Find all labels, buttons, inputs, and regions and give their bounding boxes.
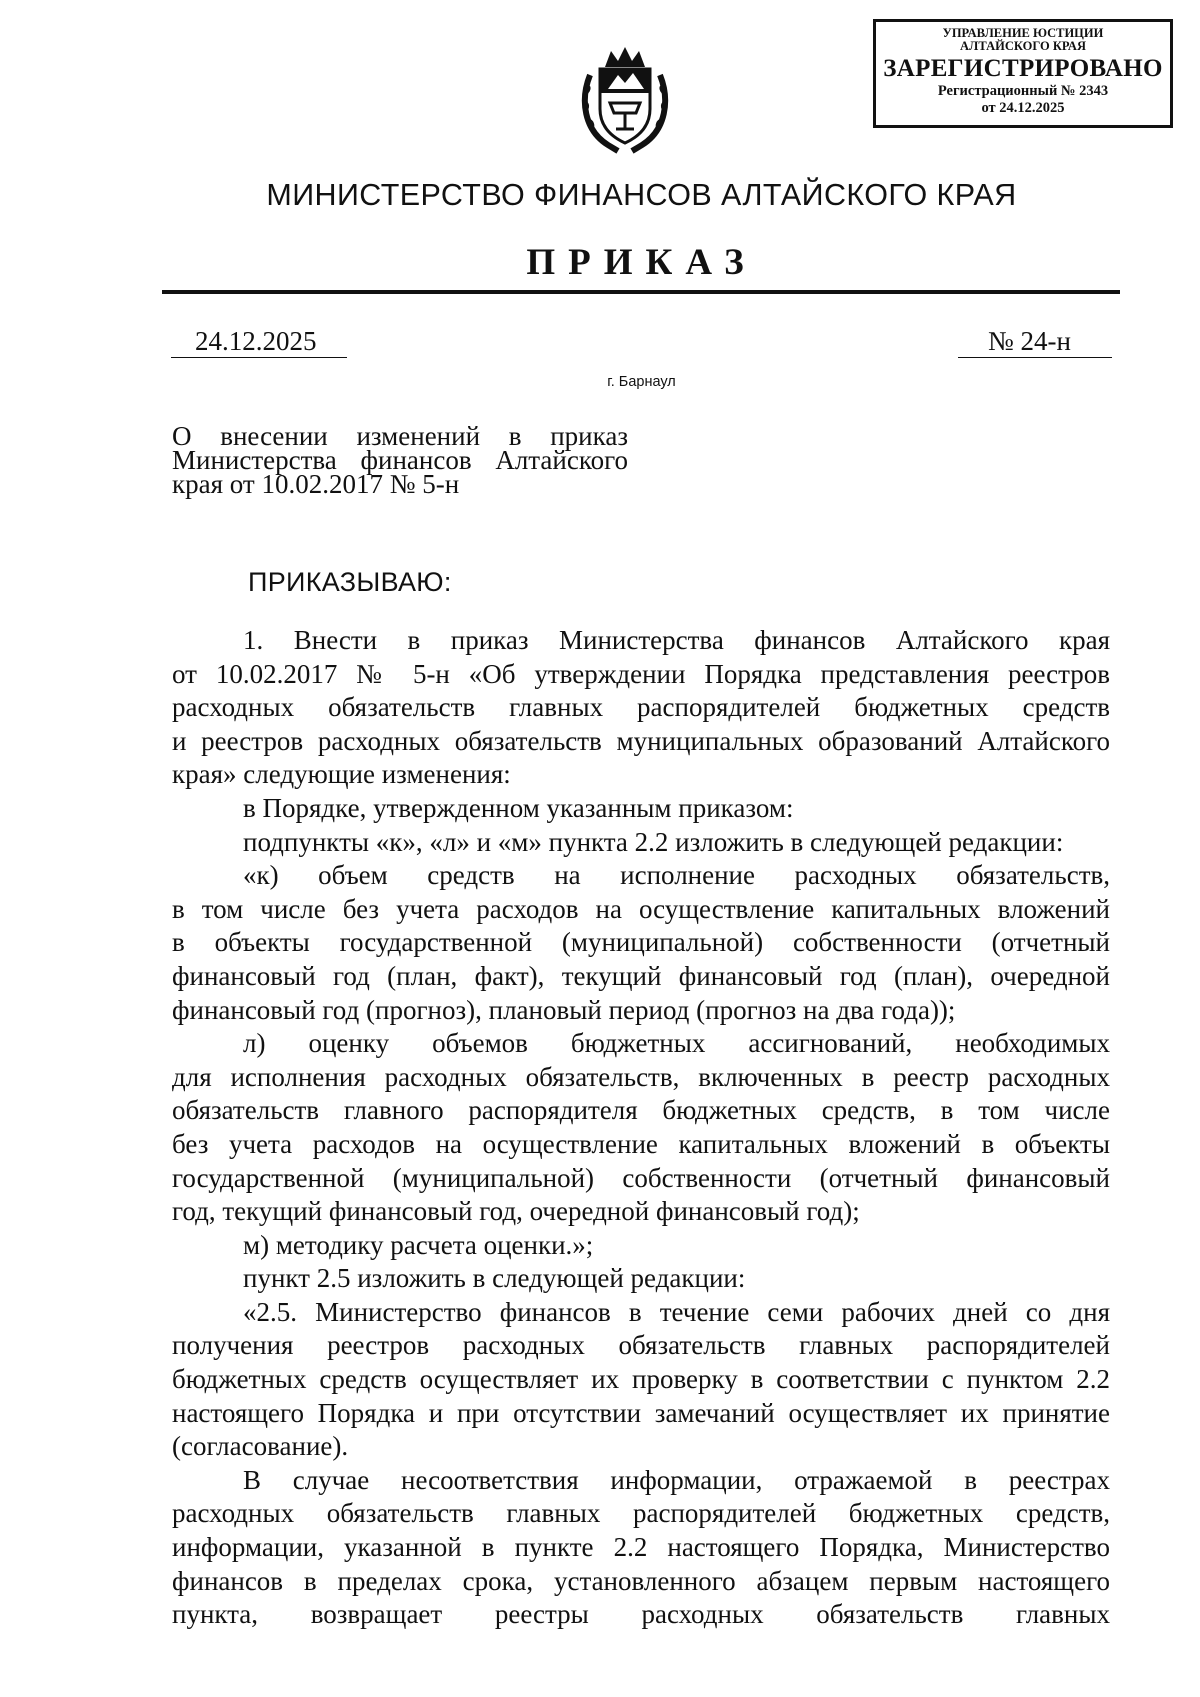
subject-line: края от 10.02.2017 № 5-н <box>172 469 460 499</box>
body-line: финансовый год (план, факт), текущий финансовый год (план), очередной <box>172 960 1110 991</box>
header-divider <box>162 290 1120 294</box>
order-date: 24.12.2025 <box>171 325 347 358</box>
body-line: информации, указанной в пункте 2.2 настоящего Порядка, Министерство <box>172 1532 1110 1563</box>
body-line: м) методику расчета оценки.»; <box>243 1229 594 1260</box>
body-line: пункт 2.5 изложить в следующей редакции: <box>243 1263 746 1294</box>
body-line: подпункты «к», «л» и «м» пункта 2.2 изложить в следующей редакции: <box>243 826 1064 857</box>
body-line: финансов в пределах срока, установленного абзацем первым настоящего <box>172 1565 1110 1596</box>
body-line: 1. Внести в приказ Министерства финансов Алтайского края <box>243 625 1110 655</box>
ministry-name: МИНИСТЕРСТВО ФИНАНСОВ АЛТАЙСКОГО КРАЯ <box>266 178 1017 212</box>
body-line: настоящего Порядка и при отсутствии замечаний осуществляет их принятие <box>172 1397 1110 1428</box>
body-line: «к) объем средств на исполнение расходных обязательств, <box>243 860 1110 891</box>
order-directive: ПРИКАЗЫВАЮ: <box>248 567 452 597</box>
body-line: «2.5. Министерство финансов в течение семи рабочих дней со дня <box>243 1296 1110 1327</box>
altai-krai-coat-of-arms-icon <box>578 45 672 155</box>
body-line: год, текущий финансовый год, очередной финансовый год); <box>172 1196 860 1227</box>
subject-line: О внесении изменений в приказ <box>172 421 628 451</box>
document-type: ПРИКАЗ <box>526 242 757 283</box>
body-line: В случае несоответствия информации, отражаемой в реестрах <box>243 1464 1110 1495</box>
body-line: (согласование). <box>172 1431 349 1462</box>
body-line: от 10.02.2017 № 5-н «Об утверждении Порядка представления реестров <box>172 658 1110 689</box>
body-line: получения реестров расходных обязательств главных распорядителей <box>172 1330 1110 1361</box>
stamp-department <box>876 27 1170 53</box>
stamp-department-line2: АЛТАЙСКОГО КРАЯ <box>960 39 1086 53</box>
order-subject <box>172 421 628 499</box>
body-line: государственной (муниципальной) собственности (отчетный финансовый <box>172 1162 1110 1193</box>
order-body <box>172 624 1110 1632</box>
body-line: бюджетных средств осуществляет их проверку в соответствии с пунктом 2.2 <box>172 1364 1110 1395</box>
body-line: без учета расходов на осуществление капитальных вложений в объекты <box>172 1128 1110 1159</box>
stamp-department-line1: УПРАВЛЕНИЕ ЮСТИЦИИ <box>942 26 1104 40</box>
body-line: финансовый год (прогноз), плановый период (прогноз на два года)); <box>172 994 956 1025</box>
stamp-status: ЗАРЕГИСТРИРОВАНО <box>883 55 1163 82</box>
subject-line: Министерства финансов Алтайского <box>172 445 628 475</box>
body-line: края» следующие изменения: <box>172 759 511 790</box>
body-line: л) оценку объемов бюджетных ассигнований, необходимых <box>243 1028 1110 1059</box>
stamp-registration-number: Регистрационный № 2343 <box>937 83 1109 99</box>
body-line: расходных обязательств главных распорядителей бюджетных средств, <box>172 1498 1110 1529</box>
body-line: расходных обязательств главных распорядителей бюджетных средств <box>172 692 1110 723</box>
registration-stamp <box>873 19 1173 128</box>
body-line: в объекты государственной (муниципальной) собственности (отчетный <box>172 927 1110 958</box>
body-line: в том числе без учета расходов на осуществление капитальных вложений <box>172 893 1110 924</box>
body-line: в Порядке, утвержденном указанным приказом: <box>243 792 794 823</box>
stamp-registration-date: от 24.12.2025 <box>981 100 1065 116</box>
body-line: и реестров расходных обязательств муниципальных образований Алтайского <box>172 725 1110 756</box>
body-line: для исполнения расходных обязательств, включенных в реестр расходных <box>172 1061 1110 1092</box>
body-line: пункта, возвращает реестры расходных обязательств главных <box>172 1599 1110 1630</box>
body-line: обязательств главного распорядителя бюджетных средств, в том числе <box>172 1095 1110 1126</box>
order-number: № 24-н <box>958 325 1112 358</box>
order-city: г. Барнаул <box>607 374 676 390</box>
